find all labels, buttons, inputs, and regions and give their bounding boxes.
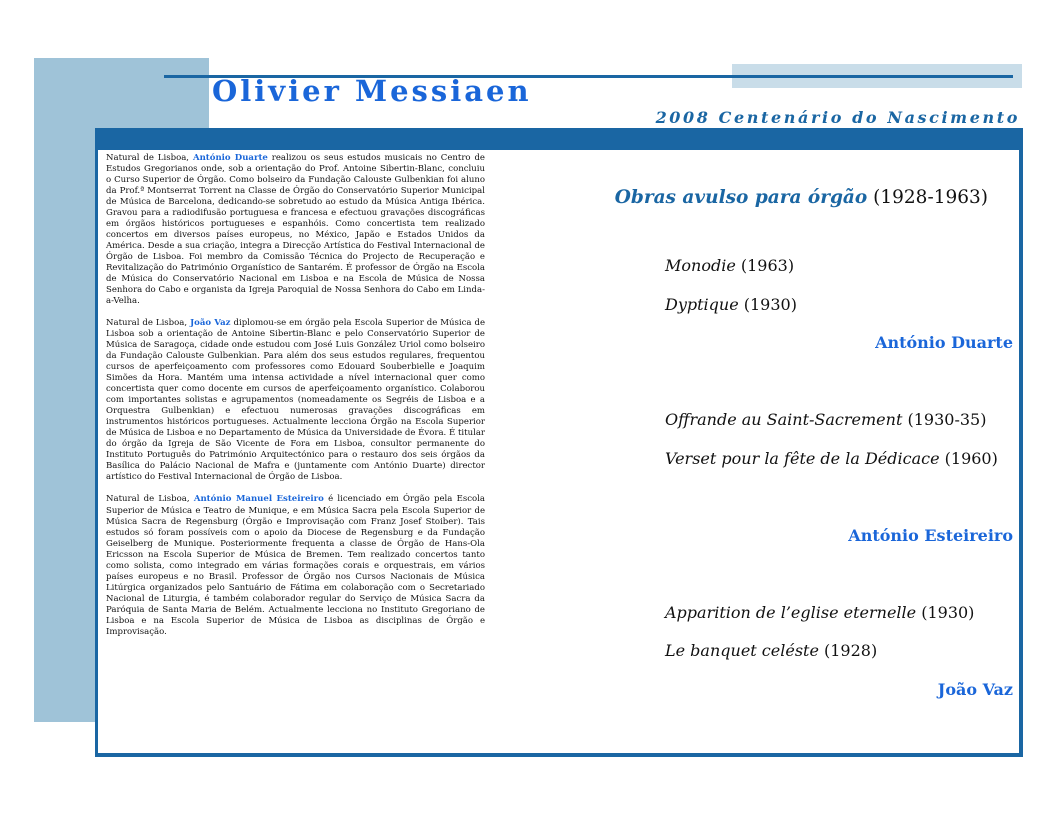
works-heading-years: (1928-1963) (867, 187, 988, 208)
bio-joao-vaz (106, 318, 485, 483)
piece-year: (1930) (916, 603, 975, 622)
piece-title: Apparition de l’eglise eternelle (665, 603, 917, 622)
works-heading (615, 187, 988, 208)
performer-name: António Duarte (875, 333, 1013, 352)
page-subtitle: 2008 Centenário do Nascimento (655, 108, 1020, 127)
piece (665, 410, 986, 429)
piece (665, 295, 797, 314)
piece (665, 641, 877, 660)
bio-antonio-esteireiro (106, 494, 485, 637)
bio-prefix: Natural de Lisboa, (106, 153, 193, 163)
piece-title: Offrande au Saint-Sacrement (665, 410, 903, 429)
piece (665, 256, 794, 275)
piece (665, 603, 974, 622)
piece-title: Verset pour la fête de la Dédicace (665, 449, 940, 468)
bio-text: é licenciado em Órgão pela Escola Superior de Música e Teatro de Munique, e em Música Sacra pela Escola Superior de Música Sacra de Regensburg (Órgão e Improvisação com Franz Josef Stoiber). Tais estudos só foram possíveis com o apoio da Diocese de Regensburg e da Fundação Geiselberg de Munique. Posteriormente frequenta a classe de Órgão de Hans-Ola Ericsson na Escola Superior de Música de Bremen. Tem realizado concertos tanto como solista, como integrado em várias formações corais e orquestrais, em vários países europeus e no Brasil. Professor de Órgão nos Cursos Nacionais de Música Litúrgica organizados pelo Santuário de Fátima em colaboração com o Secretariado Nacional de Liturgia, é também colaborador regular do Serviço de Música Sacra da Paróquia de Santa Maria de Belém. Actualmente lecciona no Instituto Gregoriano de Lisboa e na Escola Superior de Música de Lisboa as disciplinas de Órgão e Improvisação. (106, 494, 485, 637)
bio-name: João Vaz (190, 318, 231, 329)
bio-prefix: Natural de Lisboa, (106, 318, 191, 329)
piece-year: (1963) (735, 256, 795, 275)
piece-year: (1930-35) (902, 410, 987, 429)
piece-year: (1928) (818, 641, 878, 660)
bio-text: realizou os seus estudos musicais no Centro de Estudos Gregorianos onde, sob a orientação do Prof. Antoine Sibertin-Blanc, concluiu o Curso Superior de Órgão. Como bolseiro da Fundação Calouste Gulbenkian foi aluno da Prof.ª Montserrat Torrent na Classe de Órgão do Conservatório Superior Municipal de Música de Barcelona, dedicando-se sobretudo ao estudo da Música Antiga Ibérica. Gravou para a radiodifusão portuguesa e francesa e efectuou gravações discográficas em órgãos históricos portugueses e espanhóis. Como concertista tem realizado concertos em diversos países europeus, no México, Japão e Estados Unidos da América. Desde a sua criação, integra a Direcção Artística do Festival Internacional de Órgão de Lisboa. Foi membro da Comissão Técnica do Projecto de Recuperação e Revitalização do Património Organístico de Santarém. É professor de Órgão na Escola de Música do Conservatório Nacional em Lisboa e na Escola de Música de Nossa Senhora do Cabo e organista da Igreja Paroquial de Nossa Senhora do Cabo em Linda-a-Velha. (106, 153, 485, 307)
bio-name: António Manuel Esteireiro (193, 494, 324, 505)
performer-name: João Vaz (937, 680, 1013, 699)
bio-antonio-duarte (106, 153, 485, 307)
performer-name: António Esteireiro (848, 526, 1013, 545)
works-heading-main: Obras avulso para órgão (614, 187, 868, 208)
page-title: Olivier Messiaen (212, 74, 532, 108)
bio-prefix: Natural de Lisboa, (106, 494, 194, 505)
biographies-column (106, 153, 485, 649)
works-column (488, 150, 1016, 750)
piece-title: Dyptique (665, 295, 739, 314)
piece-year: (1930) (738, 295, 797, 314)
bio-name: António Duarte (192, 153, 268, 163)
bio-text: diplomou-se em órgão pela Escola Superior de Música de Lisboa sob a orientação de Antoine Sibertin-Blanc e pelo Conservatório Superior de Música de Saragoça, cidade onde estudou com José Luis González Uriol como bolseiro da Fundação Calouste Gulbenkian. Para além dos seus estudos regulares, frequentou cursos de aperfeiçoamento com professores como Edouard Souberbielle e Joaquim Simões da Hora. Mantém uma intensa actividade a nível internacional quer como concertista quer como docente em cursos de aperfeiçoamento organístico. Colaborou com importantes solistas e agrupamentos (nomeadamente os Segréis de Lisboa e a Orquestra Gulbenkian) e efectuou numerosas gravações discográficas em instrumentos históricos portugueses. Actualmente lecciona Órgão na Escola Superior de Música de Lisboa e no Departamento de Música da Universidade de Évora. É titular do órgão da Igreja de São Vicente de Fora em Lisboa, consultor permanente do Instituto Português do Património Arquitectónico para o restauro dos seis órgãos da Basílica do Palácio Nacional de Mafra e (juntamente com António Duarte) director artístico do Festival Internacional de Órgão de Lisboa. (106, 318, 485, 483)
piece-title: Le banquet celéste (665, 641, 819, 660)
piece-title: Monodie (665, 256, 736, 275)
piece-year: (1960) (939, 449, 998, 468)
piece (665, 449, 998, 468)
